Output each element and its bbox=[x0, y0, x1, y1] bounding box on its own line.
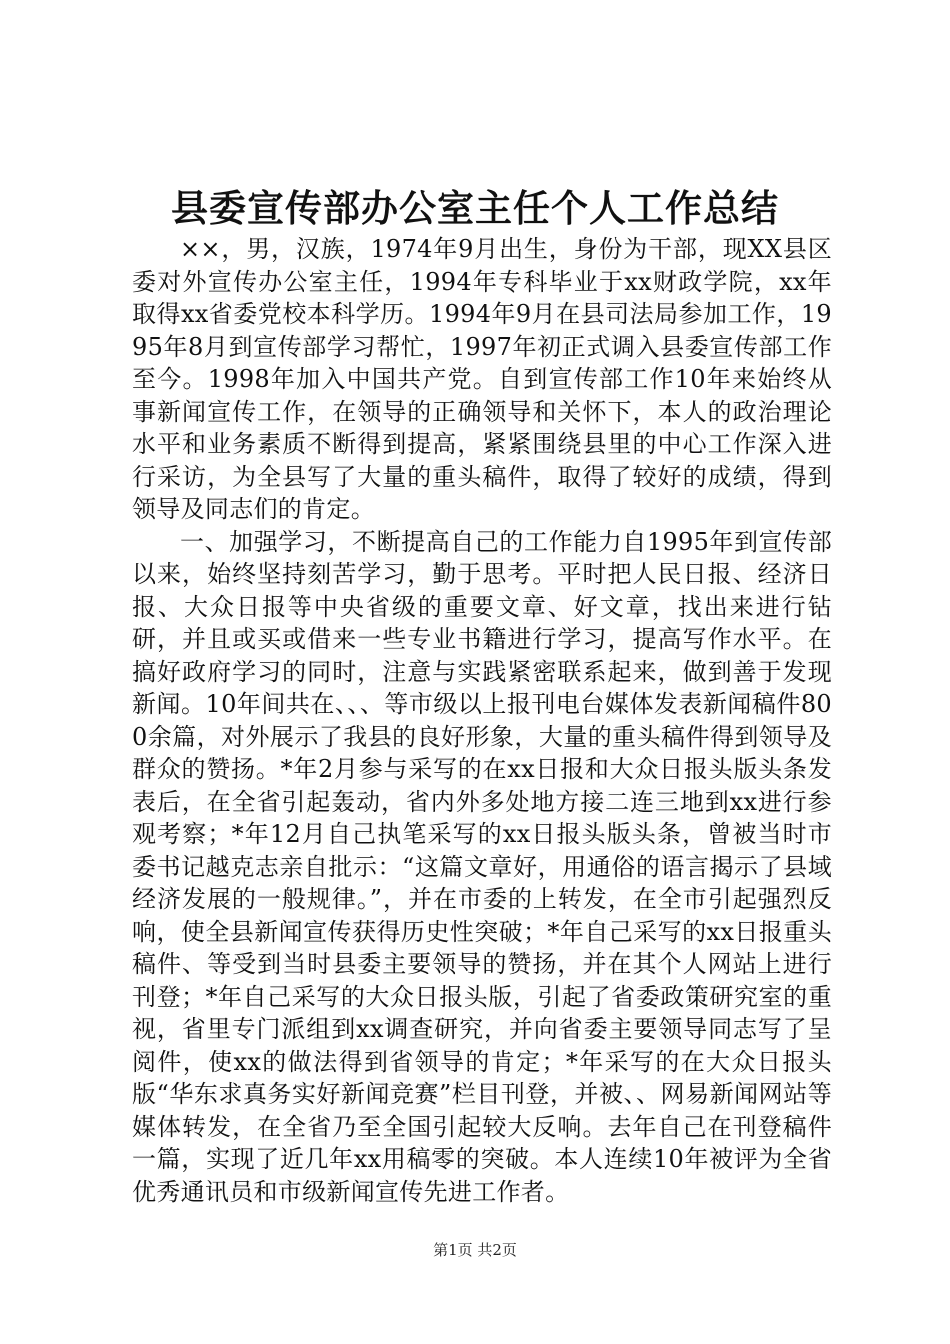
page-number-footer: 第1页 共2页 bbox=[433, 1241, 517, 1259]
paragraph-section-one: 一、加强学习，不断提高自己的工作能力自1995年到宣传部以来，始终坚持刻苦学习，勤于思考。平时把人民日报、经济日报、大众日报等中央省级的重要文章、好文章，找出来进行钻研，并且或买或借来一些专业书籍进行学习，提高写作水平。在搞好政府学习的同时，注意与实践紧密联系起来，做到善于发现新闻。10年间共在、、、等市级以上报刊电台媒体发表新闻稿件800余篇，对外展示了我县的良好形象，大量的重头稿件得到领导及群众的赞扬。*年2月参与采写的在xx日报和大众日报头版头条发表后，在全省引起轰动，省内外多处地方接二连三地到xx进行参观考察；*年12月自己执笔采写的xx日报头版头条，曾被当时市委书记越克志亲自批示：“这篇文章好，用通俗的语言揭示了县域经济发展的一般规律。”，并在市委的上转发，在全市引起强烈反响，使全县新闻宣传获得历史性突破；*年自己采写的xx日报重头稿件、等受到当时县委主要领导的赞扬，并在其个人网站上进行刊登；*年自己采写的大众日报头版，引起了省委政策研究室的重视，省里专门派组到xx调查研究，并向省委主要领导同志写了呈阅件，使xx的做法得到省领导的肯定；*年采写的在大众日报头版“华东求真务实好新闻竞赛”栏目刊登，并被、、网易新闻网站等媒体转发，在全省乃至全国引起较大反响。去年自己在刊登稿件一篇，实现了近几年xx用稿零的突破。本人连续10年被评为全省优秀通讯员和市级新闻宣传先进工作者。 bbox=[132, 527, 832, 1206]
document-body bbox=[132, 233, 832, 1208]
paragraph-intro: ××，男，汉族，1974年9月出生，身份为干部，现XX县区委对外宣传办公室主任，1994年专科毕业于xx财政学院，xx年取得xx省委党校本科学历。1994年9月在县司法局参加工作，1995年8月到宣传部学习帮忙，1997年初正式调入县委宣传部工作至今。1998年加入中国共产党。自到宣传部工作10年来始终从事新闻宣传工作，在领导的正确领导和关怀下，本人的政治理论水平和业务素质不断得到提高，紧紧围绕县里的中心工作深入进行采访，为全县写了大量的重头稿件，取得了较好的成绩，得到领导及同志们的肯定。 bbox=[132, 235, 832, 523]
document-title: 县委宣传部办公室主任个人工作总结 bbox=[171, 186, 779, 230]
